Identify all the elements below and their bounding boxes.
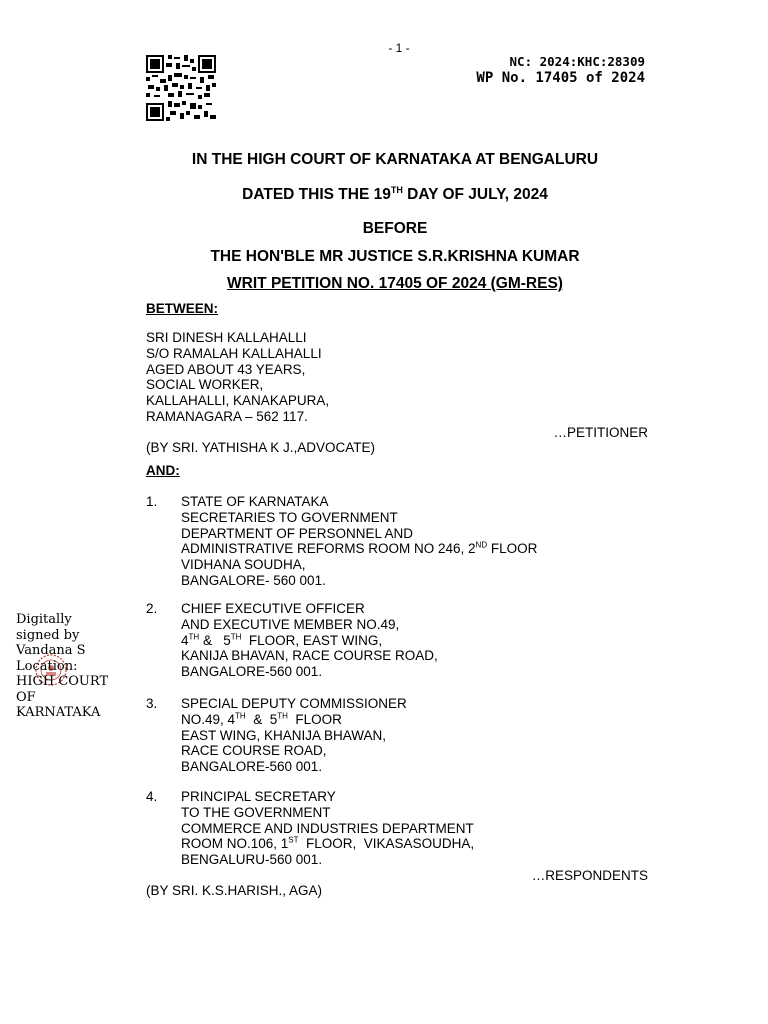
address-line: PRINCIPAL SECRETARY [181,789,336,804]
petition-title-text: WRIT PETITION NO. 17405 OF 2024 (GM-RES) [227,275,563,292]
signature-line: OF [16,689,36,705]
address-text: FLOOR, VIKASASOUDHA, [298,836,475,852]
page-number: - 1 - [388,41,410,55]
signature-line: KARNATAKA [16,705,101,720]
address-line: CHIEF EXECUTIVE OFFICER [181,601,365,616]
petitioner-advocate: (BY SRI. YATHISHA K J.,ADVOCATE) [146,440,376,455]
qr-code-icon [146,55,216,121]
ordinal-superscript: ST [288,835,299,845]
address-line: VIDHANA SOUDHA, [181,557,306,573]
signature-line: Vandana S [16,643,86,658]
signature-line: Location: [16,658,78,674]
signature-line: Digitally [16,612,72,627]
address-line: BANGALORE-560 001. [181,664,323,680]
before-heading: BEFORE [362,220,428,237]
case-number: WP No. 17405 of 2024 [476,70,645,86]
digital-signature [16,612,126,721]
petitioner-line: AGED ABOUT 43 YEARS, [146,361,306,377]
ordinal-superscript: TH [235,711,246,721]
address-line [181,712,407,728]
respondent-number: 4. [146,789,158,804]
respondents-tag: …RESPONDENTS [531,868,648,883]
dated-suffix: DAY OF JULY, 2024 [402,186,548,204]
petitioner-tag: …PETITIONER [553,425,648,440]
ordinal-superscript: TH [230,632,242,642]
respondent-number: 3. [146,696,158,711]
ordinal-superscript: TH [277,711,288,721]
address-text: ADMINISTRATIVE REFORMS ROOM NO 246, 2 [181,541,476,557]
address-line: DEPARTMENT OF PERSONNEL AND [181,525,414,541]
address-line: TO THE GOVERNMENT [181,804,331,820]
address-line: KANIJA BHAVAN, RACE COURSE ROAD, [181,648,438,664]
respondent-number: 2. [146,601,158,616]
respondent-3-address [181,696,407,775]
respondents-advocate: (BY SRI. K.S.HARISH., AGA) [146,883,323,898]
dated-superscript: TH [390,185,403,195]
petitioner-line: SRI DINESH KALLAHALLI [146,330,307,345]
respondent-4-address [181,789,474,868]
address-line: RACE COURSE ROAD, [181,743,327,759]
address-line: SPECIAL DEPUTY COMMISSIONER [181,696,407,711]
address-line: BENGALURU-560 001. [181,852,323,868]
signature-line: signed by [16,627,80,643]
address-line: BANGALORE- 560 001. [181,572,326,588]
justice-name: THE HON'BLE MR JUSTICE S.R.KRISHNA KUMAR [210,248,580,265]
dated-line [100,185,690,204]
and-label: AND: [146,463,180,478]
address-text: & 5 [199,632,231,648]
petitioner-line: S/O RAMALAH KALLAHALLI [146,345,322,361]
between-label: BETWEEN: [146,301,218,316]
address-text: FLOOR [487,541,538,557]
ordinal-superscript: TH [188,632,200,642]
address-text: 4 [181,632,189,648]
address-text: NO.49, 4 [181,711,236,727]
address-text: FLOOR [287,711,342,727]
petitioner-block [146,330,329,425]
petitioner-line: RAMANAGARA – 562 117. [146,408,308,424]
address-line [181,836,474,852]
respondent-1-address [181,494,537,589]
respondent-number: 1. [146,494,158,509]
address-text: & 5 [245,711,278,727]
dated-prefix: DATED THIS THE 19 [242,186,391,204]
address-line: SECRETARIES TO GOVERNMENT [181,509,398,525]
petitioner-line: SOCIAL WORKER, [146,377,264,393]
address-line [181,633,438,649]
address-line [181,541,537,557]
neutral-citation: NC: 2024:KHC:28309 [509,54,645,69]
address-line: STATE OF KARNATAKA [181,494,329,509]
petitioner-line: KALLAHALLI, KANAKAPURA, [146,393,330,409]
address-text: FLOOR, EAST WING, [241,632,383,648]
ordinal-superscript: ND [475,540,488,550]
address-line: BANGALORE-560 001. [181,759,323,775]
court-name: IN THE HIGH COURT OF KARNATAKA AT BENGALURU [191,151,599,168]
address-text: ROOM NO.106, 1 [181,836,289,852]
address-line: COMMERCE AND INDUSTRIES DEPARTMENT [181,820,474,836]
petition-title [100,275,690,293]
respondent-2-address [181,601,438,680]
address-line: AND EXECUTIVE MEMBER NO.49, [181,616,400,632]
address-line: EAST WING, KHANIJA BHAWAN, [181,727,387,743]
signature-line: HIGH COURT [16,674,109,689]
